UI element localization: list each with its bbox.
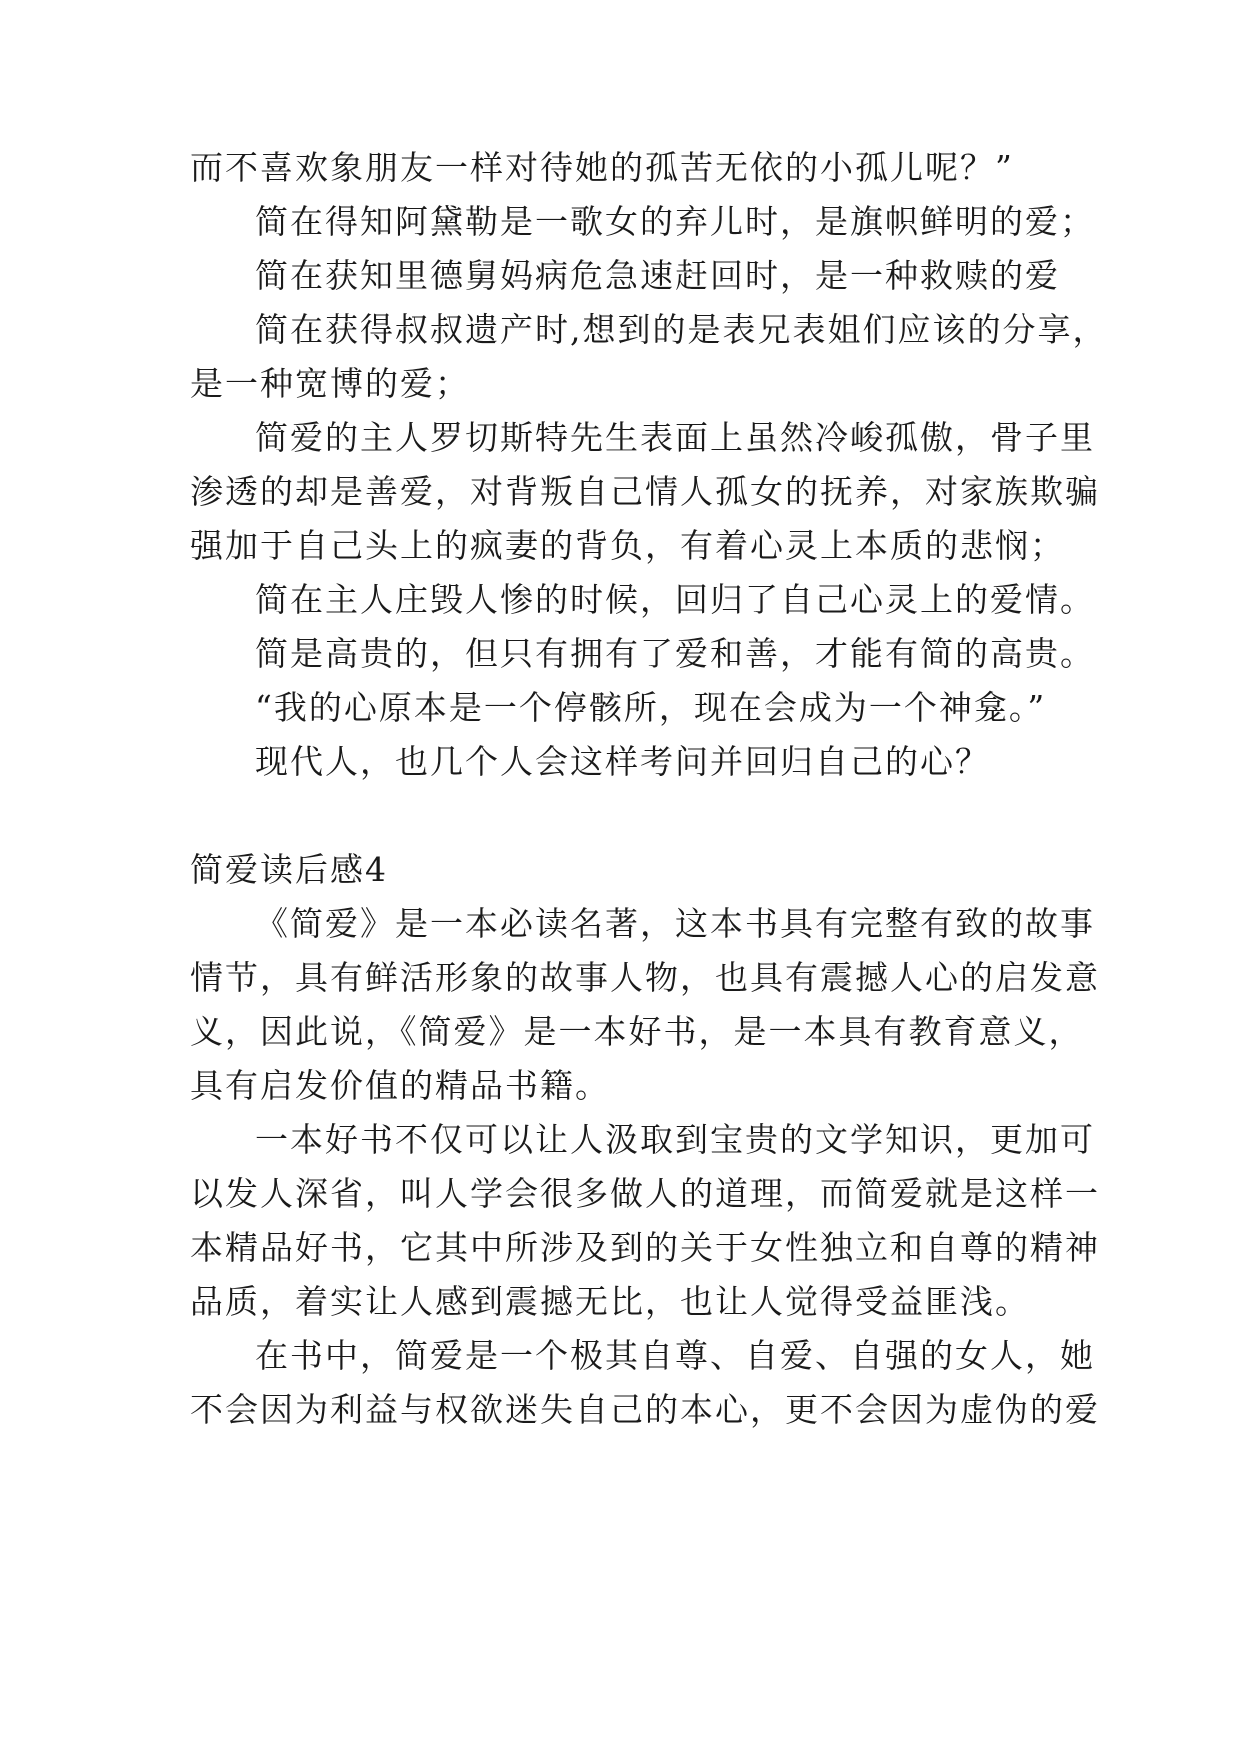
paragraph-line: 简是高贵的，但只有拥有了爱和善，才能有简的高贵。 xyxy=(255,634,1095,673)
paragraph-line: “我的心原本是一个停骸所，现在会成为一个神龛。” xyxy=(255,688,1047,727)
paragraph-line: 情节，具有鲜活形象的故事人物，也具有震撼人心的启发意 xyxy=(190,958,1100,997)
paragraph-line: 不会因为利益与权欲迷失自己的本心，更不会因为虚伪的爱 xyxy=(190,1390,1100,1429)
paragraph-line: 以发人深省，叫人学会很多做人的道理，而简爱就是这样一 xyxy=(190,1174,1100,1213)
paragraph-line: 简在主人庄毁人惨的时候，回归了自己心灵上的爱情。 xyxy=(255,580,1095,619)
section-heading: 简爱读后感4 xyxy=(190,850,388,889)
paragraph-line: 一本好书不仅可以让人汲取到宝贵的文学知识，更加可 xyxy=(255,1120,1095,1159)
paragraph-line: 强加于自己头上的疯妻的背负，有着心灵上本质的悲悯； xyxy=(190,526,1065,565)
paragraph-line: 具有启发价值的精品书籍。 xyxy=(190,1066,610,1105)
paragraph-line: 简在获得叔叔遗产时,想到的是表兄表姐们应该的分享， xyxy=(255,310,1108,349)
paragraph-line: 渗透的却是善爱，对背叛自己情人孤女的抚养，对家族欺骗 xyxy=(190,472,1100,511)
paragraph-line: 简在得知阿黛勒是一歌女的弃儿时，是旗帜鲜明的爱； xyxy=(255,202,1095,241)
paragraph-line: 简爱的主人罗切斯特先生表面上虽然冷峻孤傲，骨子里 xyxy=(255,418,1095,457)
paragraph-line: 《简爱》是一本必读名著，这本书具有完整有致的故事 xyxy=(255,904,1095,943)
paragraph-line: 在书中，简爱是一个极其自尊、自爱、自强的女人，她 xyxy=(255,1336,1095,1375)
paragraph-line: 是一种宽博的爱； xyxy=(190,364,470,403)
paragraph-line: 现代人，也几个人会这样考问并回归自己的心？ xyxy=(255,742,990,781)
paragraph-line: 而不喜欢象朋友一样对待她的孤苦无依的小孤儿呢？” xyxy=(190,148,1014,187)
paragraph-line: 本精品好书，它其中所涉及到的关于女性独立和自尊的精神 xyxy=(190,1228,1100,1267)
paragraph-line: 义，因此说，《简爱》是一本好书，是一本具有教育意义， xyxy=(190,1012,1084,1051)
paragraph-line: 简在获知里德舅妈病危急速赶回时，是一种救赎的爱 xyxy=(255,256,1060,295)
paragraph-line: 品质，着实让人感到震撼无比，也让人觉得受益匪浅。 xyxy=(190,1282,1030,1321)
